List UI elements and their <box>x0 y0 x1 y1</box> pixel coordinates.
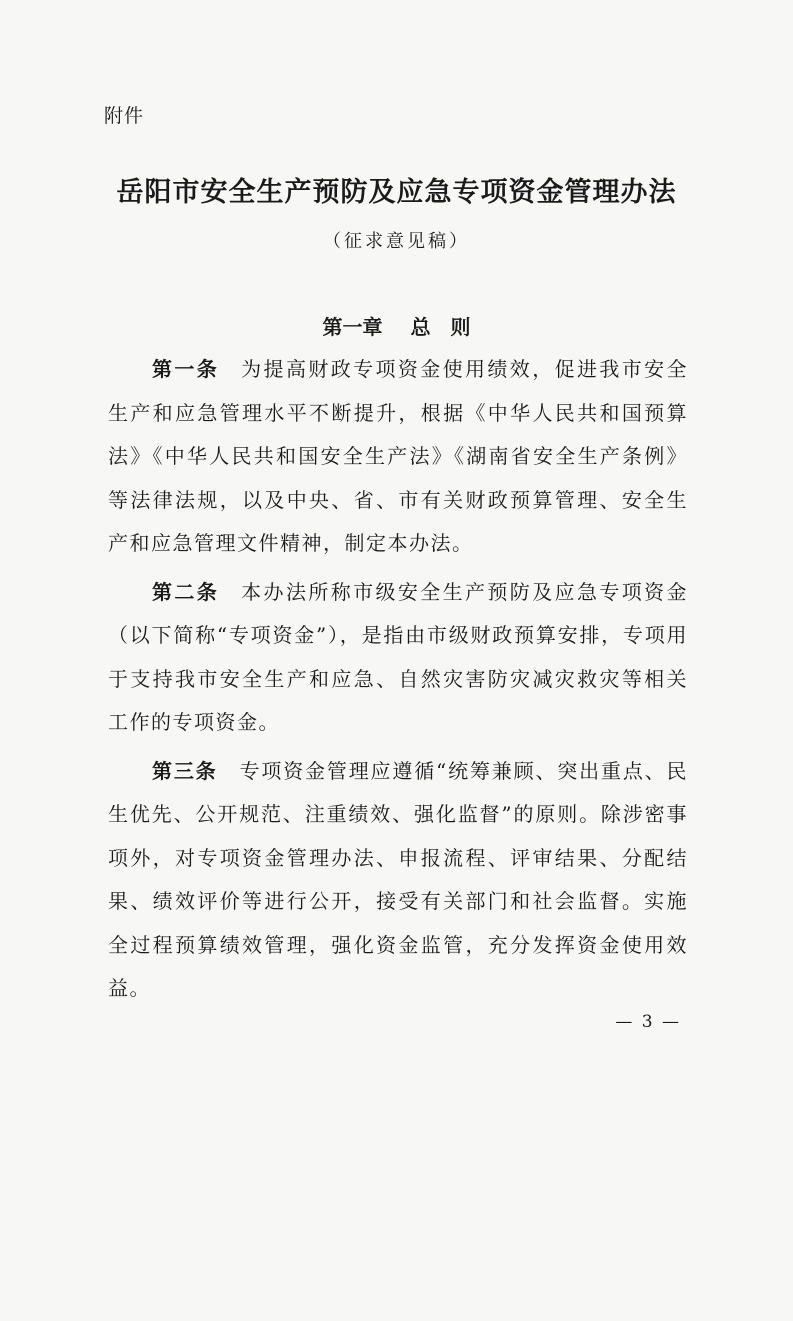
chapter-heading <box>0 311 793 340</box>
chapter-number: 第一章 <box>322 315 383 339</box>
article-1-number: 第一条 <box>152 357 220 381</box>
page-number: — 3 — <box>615 1012 681 1032</box>
article-1 <box>108 348 688 566</box>
attachment-label: 附件 <box>104 105 145 127</box>
article-3-text: 专项资金管理应遵循“统筹兼顾、突出重点、民生优先、公开规范、注重绩效、强化监督”的原则。除涉密事项外，对专项资金管理办法、申报流程、评审结果、分配结果、绩效评价等进行公开，接受有关部门和社会监督。实施全过程预算绩效管理，强化资金监管，充分发挥资金使用效益。 <box>108 758 688 1000</box>
article-3 <box>108 750 688 1011</box>
article-1-text: 为提高财政专项资金使用绩效，促进我市安全生产和应急管理水平不断提升，根据《中华人民共和国预算法》《中华人民共和国安全生产法》《湖南省安全生产条例》等法律法规，以及中央、省、市有关财政预算管理、安全生产和应急管理文件精神，制定本办法。 <box>108 357 689 555</box>
article-3-number: 第三条 <box>152 758 218 783</box>
chapter-name: 总 则 <box>410 315 471 339</box>
article-list <box>108 348 688 1011</box>
article-2-text: 本办法所称市级安全生产预防及应急专项资金（以下简称“专项资金”），是指由市级财政预算安排，专项用于支持我市安全生产和应急、自然灾害防灾减灾救灾等相关工作的专项资金。 <box>108 579 689 734</box>
article-2-number: 第二条 <box>152 579 220 604</box>
document-title: 岳阳市安全生产预防及应急专项资金管理办法 <box>116 177 677 208</box>
article-2 <box>108 571 688 745</box>
document-subtitle: （征求意见稿） <box>323 231 470 252</box>
